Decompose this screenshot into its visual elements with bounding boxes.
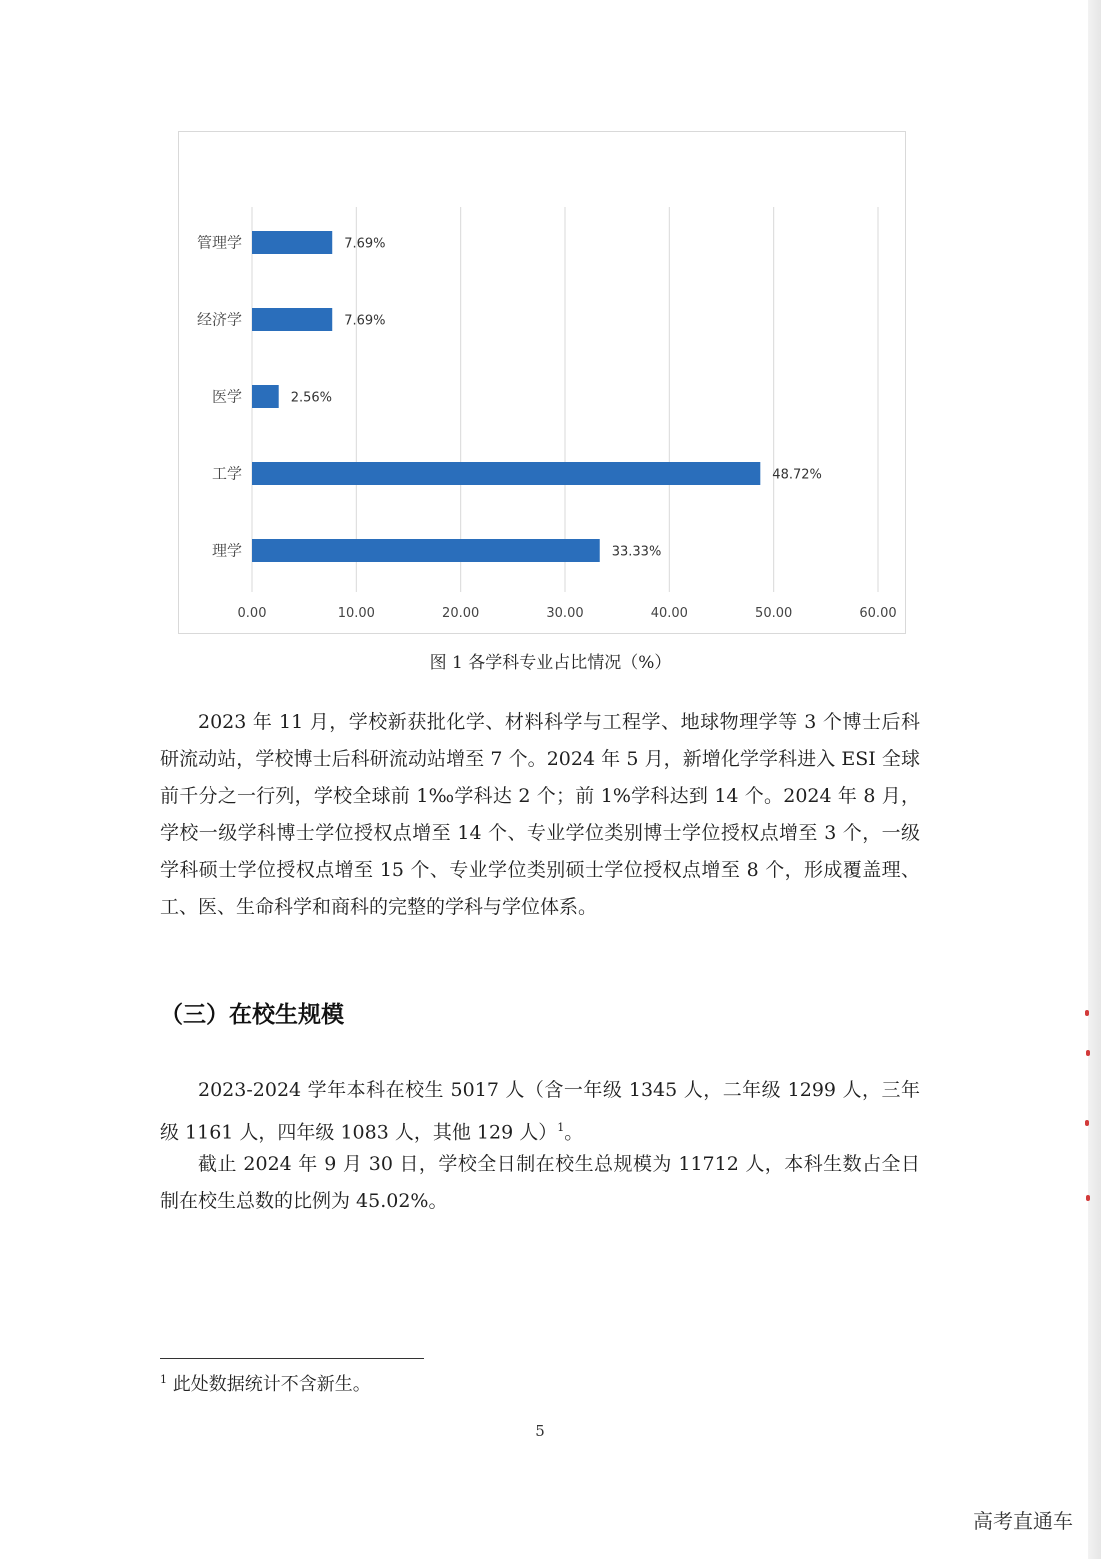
- seal-mark: [1085, 1120, 1089, 1126]
- bar: [252, 462, 760, 485]
- data-label: 2.56%: [290, 390, 333, 406]
- category-label: 管理学: [196, 233, 242, 252]
- paragraph-disciplines: 2023 年 11 月，学校新获批化学、材料科学与工程学、地球物理学等 3 个博士后科研流动站，学校博士后科研流动站增至 7 个。2024 年 5 月，新增化学学科进入 ESI 全球前千分之一行列，学校全球前 1‰学科达 2 个；前 1%学科达到 14 个。2024 年 8 月，学校一级学科博士学位授权点增至 14 个、专业学位类别博士学位授权点增至 3 个，一级学科硕士学位授权点增至 15 个、专业学位类别硕士学位授权点增至 8 个，形成覆盖理、工、医、生命科学和商科的完整的学科与学位体系。: [160, 711, 920, 918]
- footnote-ref: 1: [557, 1121, 565, 1134]
- seal-mark: [1086, 1195, 1090, 1201]
- data-label: 7.69%: [344, 313, 386, 329]
- x-tick-label: 30.00: [546, 606, 584, 621]
- figure-caption: 图 1 各学科专业占比情况（%）: [429, 653, 672, 673]
- footnote-text: 此处数据统计不含新生。: [167, 1374, 371, 1395]
- x-tick-label: 40.00: [650, 606, 688, 621]
- x-tick-label: 20.00: [442, 606, 480, 621]
- data-label: 48.72%: [772, 467, 822, 483]
- bar: [252, 385, 279, 408]
- enrollment-text-end: 。: [564, 1121, 584, 1144]
- x-tick-label: 60.00: [859, 606, 897, 621]
- x-tick-label: 50.00: [755, 606, 793, 621]
- x-tick-label: 0.00: [237, 606, 267, 621]
- bar: [252, 539, 600, 562]
- page-edge-shadow: [1088, 0, 1101, 1559]
- bar: [252, 308, 332, 331]
- bar: [252, 231, 332, 254]
- data-label: 7.69%: [344, 236, 386, 252]
- seal-mark: [1085, 1010, 1089, 1016]
- watermark: 高考直通车: [973, 1509, 1073, 1533]
- category-label: 工学: [211, 464, 242, 483]
- footnote-marker: 1: [160, 1373, 167, 1386]
- category-label: 理学: [211, 541, 242, 560]
- chart-canvas: [179, 132, 907, 635]
- category-label: 经济学: [196, 310, 242, 329]
- seal-mark: [1086, 1050, 1090, 1056]
- category-label: 医学: [211, 387, 242, 406]
- enrollment-text: 2023-2024 学年本科在校生 5017 人（含一年级 1345 人，二年级 1299 人，三年级 1161 人，四年级 1083 人，其他 129 人）: [160, 1079, 920, 1144]
- paragraph-enrollment: [160, 1072, 920, 1151]
- page-number: 5: [535, 1422, 545, 1440]
- footnote-divider: [160, 1358, 424, 1359]
- paragraph-total-scale: 截止 2024 年 9 月 30 日，学校全日制在校生总规模为 11712 人，本科生数占全日制在校生总数的比例为 45.02%。: [160, 1153, 920, 1212]
- section-heading: （三）在校生规模: [160, 1002, 344, 1028]
- bar-chart: [178, 131, 906, 634]
- data-label: 33.33%: [611, 544, 662, 560]
- x-tick-label: 10.00: [337, 606, 375, 621]
- footnote: [160, 1370, 371, 1396]
